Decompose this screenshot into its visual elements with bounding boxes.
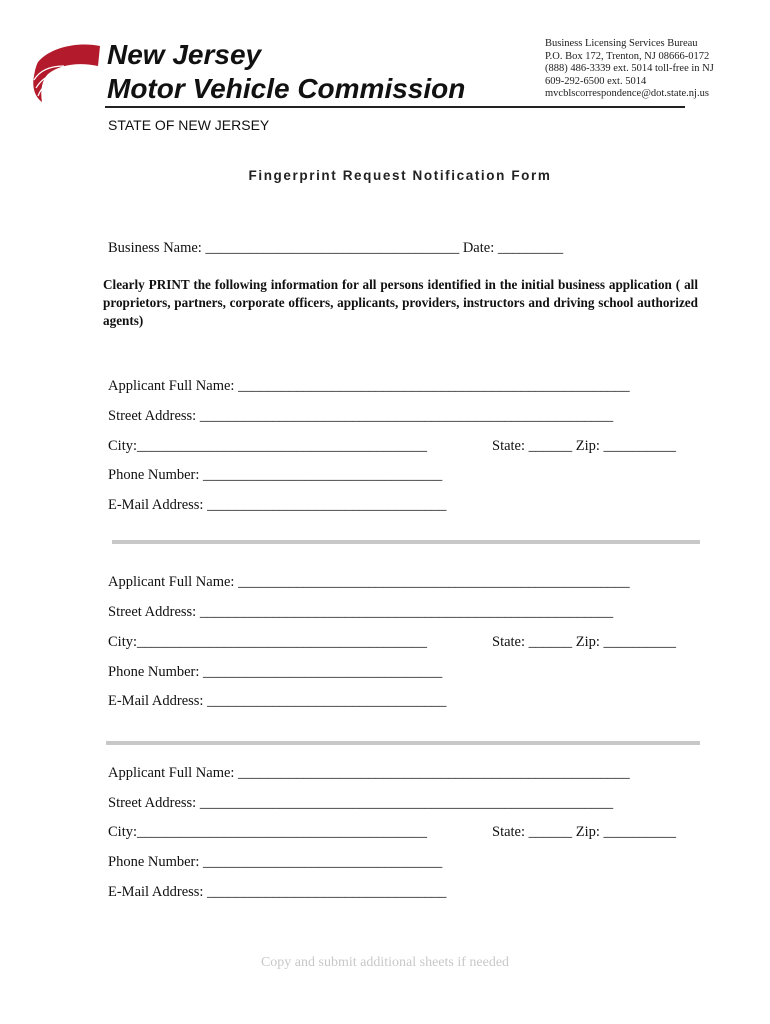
footer-note: Copy and submit additional sheets if needed xyxy=(260,955,510,970)
org-name-line1: New Jersey xyxy=(107,39,262,70)
section-divider xyxy=(112,540,700,544)
section-divider xyxy=(106,741,700,745)
street-address-field[interactable]: Street Address: _________________________________________________________ xyxy=(108,795,614,811)
city-field[interactable]: City:________________________________________ xyxy=(108,634,428,650)
city-field[interactable]: City:________________________________________ xyxy=(108,824,428,840)
phone-number-field[interactable]: Phone Number: _________________________________ xyxy=(108,854,443,870)
email-address-field[interactable]: E-Mail Address: _________________________________ xyxy=(108,693,447,709)
address-line: mvcblscorrespondence@dot.state.nj.us xyxy=(545,88,709,100)
applicant-full-name-field[interactable]: Applicant Full Name: ______________________________________________________ xyxy=(108,574,630,590)
state-zip-field[interactable]: State: ______ Zip: __________ xyxy=(492,438,677,454)
form-title: Fingerprint Request Notification Form xyxy=(248,168,552,183)
applicant-full-name-field[interactable]: Applicant Full Name: ______________________________________________________ xyxy=(108,765,630,781)
email-address-field[interactable]: E-Mail Address: _________________________________ xyxy=(108,497,447,513)
business-name-date-line: Business Name: ___________________________________ Date: _________ xyxy=(108,240,564,256)
njmvc-logo-icon xyxy=(30,40,102,110)
email-address-field[interactable]: E-Mail Address: _________________________________ xyxy=(108,884,447,900)
address-line: (888) 486-3339 ext. 5014 toll-free in NJ xyxy=(545,63,714,75)
state-label: STATE OF NEW JERSEY xyxy=(108,117,270,133)
address-line: P.O. Box 172, Trenton, NJ 08666-0172 xyxy=(545,50,710,62)
bureau-address xyxy=(545,38,714,101)
header-divider xyxy=(105,106,685,108)
state-zip-field[interactable]: State: ______ Zip: __________ xyxy=(492,634,677,650)
org-name-line2: Motor Vehicle Commission xyxy=(107,73,466,104)
phone-number-field[interactable]: Phone Number: _________________________________ xyxy=(108,467,443,483)
street-address-field[interactable]: Street Address: _________________________________________________________ xyxy=(108,408,614,424)
applicant-full-name-field[interactable]: Applicant Full Name: ______________________________________________________ xyxy=(108,378,630,394)
street-address-field[interactable]: Street Address: _________________________________________________________ xyxy=(108,604,614,620)
state-zip-field[interactable]: State: ______ Zip: __________ xyxy=(492,824,677,840)
phone-number-field[interactable]: Phone Number: _________________________________ xyxy=(108,664,443,680)
address-line: Business Licensing Services Bureau xyxy=(545,38,698,49)
city-field[interactable]: City:________________________________________ xyxy=(108,438,428,454)
address-line: 609-292-6500 ext. 5014 xyxy=(545,75,647,87)
instructions: Clearly PRINT the following information for all persons identified in the initial business application ( all proprietors, partners, corporate officers, applicants, providers, instructors and driving school authorized agents) xyxy=(103,277,698,328)
